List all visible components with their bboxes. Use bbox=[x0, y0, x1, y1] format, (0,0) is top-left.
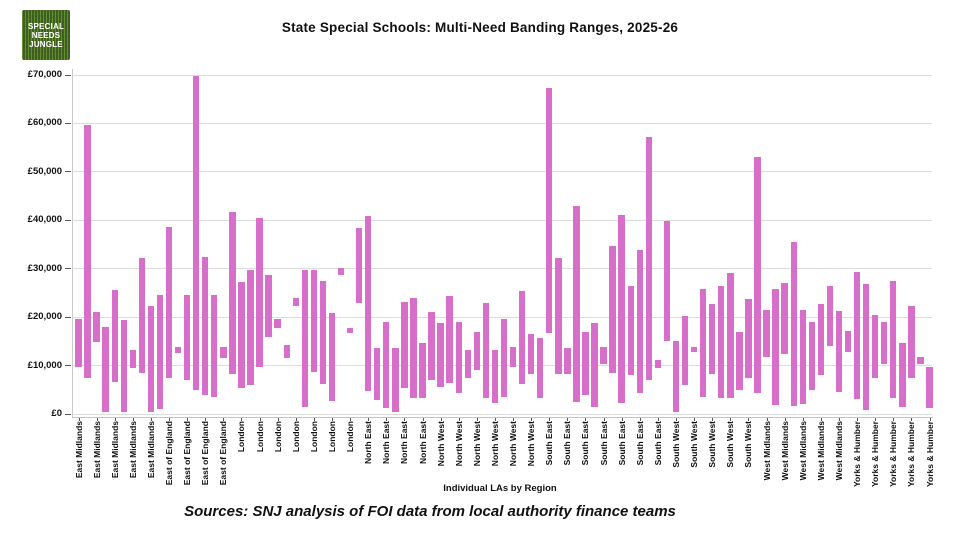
x-tick-label: North East bbox=[399, 421, 410, 464]
range-bar bbox=[845, 331, 851, 353]
range-bar bbox=[510, 347, 516, 367]
range-bar bbox=[555, 258, 561, 375]
y-tick-mark bbox=[65, 365, 71, 366]
range-bar bbox=[320, 281, 326, 385]
y-tick-mark bbox=[65, 317, 71, 318]
x-tick-label: South East bbox=[634, 421, 645, 466]
range-bar bbox=[908, 306, 914, 378]
x-tick-label: West Midlands bbox=[833, 421, 844, 481]
snj-logo bbox=[22, 10, 70, 60]
y-tick-label: £40,000 bbox=[27, 214, 62, 226]
range-bar bbox=[311, 270, 317, 373]
range-bar bbox=[75, 319, 81, 366]
range-bar bbox=[456, 322, 462, 393]
logo-line-3: JUNGLE bbox=[29, 39, 63, 49]
range-bar bbox=[609, 246, 615, 373]
range-bar bbox=[854, 272, 860, 399]
range-bar bbox=[356, 228, 362, 304]
x-tick-label: East Midlands bbox=[145, 421, 156, 479]
x-tick-label: East of England bbox=[164, 421, 175, 486]
range-bar bbox=[211, 295, 217, 397]
range-bar bbox=[800, 310, 806, 404]
range-bar bbox=[238, 282, 244, 389]
range-bar bbox=[383, 322, 389, 408]
range-bar bbox=[763, 310, 769, 357]
x-tick-label: West Midlands bbox=[761, 421, 772, 481]
x-tick-label: North West bbox=[489, 421, 500, 467]
range-bar bbox=[166, 227, 172, 378]
range-bar bbox=[437, 323, 443, 386]
x-tick-label: East Midlands bbox=[127, 421, 138, 479]
range-bar bbox=[591, 323, 597, 406]
range-bar bbox=[772, 289, 778, 405]
range-bar bbox=[727, 273, 733, 398]
range-bar bbox=[618, 215, 624, 403]
x-tick-label: South West bbox=[671, 421, 681, 468]
x-tick-label: South West bbox=[725, 421, 736, 468]
range-bar bbox=[229, 212, 235, 375]
range-bar bbox=[446, 296, 452, 384]
range-bar bbox=[926, 367, 932, 409]
range-bar bbox=[528, 334, 534, 374]
x-tick-label: South East bbox=[580, 421, 591, 466]
range-bar bbox=[492, 350, 498, 403]
y-tick-mark bbox=[65, 75, 71, 76]
range-bar bbox=[564, 348, 570, 375]
x-tick-label: London bbox=[326, 421, 337, 453]
x-tick-label: South East bbox=[616, 421, 627, 466]
x-tick-label: London bbox=[290, 421, 301, 453]
y-tick-label: £0 bbox=[51, 408, 62, 419]
x-tick-label: East Midlands bbox=[109, 421, 120, 479]
chart-title: State Special Schools: Multi-Need Banding Ranges, 2025-26 bbox=[281, 20, 679, 35]
x-tick-label: North West bbox=[526, 421, 537, 467]
x-tick-label: North West bbox=[471, 421, 482, 467]
y-tick-label: £30,000 bbox=[27, 262, 62, 274]
range-bar bbox=[274, 319, 280, 328]
range-bar bbox=[501, 319, 507, 396]
range-bar bbox=[220, 347, 226, 358]
range-bar bbox=[130, 350, 136, 368]
gridline-0 bbox=[72, 414, 932, 415]
x-tick-label: North East bbox=[417, 421, 428, 464]
range-bar bbox=[673, 341, 679, 412]
x-tick-label: East Midlands bbox=[91, 421, 102, 479]
y-tick-label: £20,000 bbox=[27, 311, 62, 323]
x-tick-label: South West bbox=[743, 421, 754, 468]
range-bar bbox=[392, 348, 398, 412]
y-tick-mark bbox=[65, 268, 71, 269]
range-bar bbox=[781, 283, 787, 354]
x-tick-label: London bbox=[254, 421, 265, 453]
range-bar bbox=[628, 286, 634, 375]
x-tick-label: South East bbox=[652, 421, 663, 466]
x-tick-label: South West bbox=[707, 421, 718, 468]
range-bar bbox=[374, 348, 380, 400]
range-bar bbox=[329, 313, 335, 401]
range-bar bbox=[93, 312, 99, 342]
range-bar bbox=[754, 157, 760, 393]
x-tick-label: South East bbox=[544, 421, 555, 466]
x-tick-label: London bbox=[236, 421, 247, 453]
gridline-70000 bbox=[72, 75, 932, 76]
range-bar bbox=[175, 347, 181, 354]
x-tick-label: Yorks & Humber bbox=[870, 421, 881, 487]
x-tick-label: North West bbox=[508, 421, 519, 467]
range-bar bbox=[483, 303, 489, 398]
range-bar bbox=[202, 257, 208, 395]
range-bar bbox=[474, 332, 480, 370]
gridline-40000 bbox=[72, 220, 932, 221]
y-tick-mark bbox=[65, 123, 71, 124]
range-bar bbox=[293, 298, 299, 305]
range-bar bbox=[836, 311, 842, 392]
range-bar bbox=[637, 250, 643, 393]
x-tick-label: London bbox=[345, 421, 356, 453]
range-bar bbox=[465, 350, 471, 378]
x-tick-label: West Midlands bbox=[797, 421, 808, 481]
x-tick-label: Yorks & Humber bbox=[906, 421, 917, 487]
range-bar bbox=[184, 295, 190, 380]
range-bar bbox=[736, 332, 742, 390]
y-tick-mark bbox=[65, 171, 71, 172]
logo-line-2: NEEDS bbox=[31, 30, 61, 40]
x-tick-label: East Midlands bbox=[73, 421, 84, 479]
range-bar bbox=[691, 347, 697, 353]
x-tick-label: West Midlands bbox=[779, 421, 790, 481]
range-bar bbox=[139, 258, 145, 374]
range-bar bbox=[881, 322, 887, 363]
range-bar bbox=[102, 327, 108, 412]
range-bar bbox=[284, 345, 290, 359]
range-bar bbox=[791, 242, 797, 406]
range-bar bbox=[410, 298, 416, 398]
range-bar bbox=[646, 137, 652, 380]
range-bar bbox=[302, 270, 308, 407]
range-bar bbox=[582, 332, 588, 395]
range-bar bbox=[121, 320, 127, 412]
x-tick-label: North West bbox=[453, 421, 464, 467]
x-tick-label: West Midlands bbox=[815, 421, 826, 481]
range-bar bbox=[718, 286, 724, 399]
range-bar bbox=[537, 338, 543, 398]
y-tick-label: £50,000 bbox=[27, 165, 62, 177]
x-tick-label: South East bbox=[562, 421, 573, 466]
range-bar bbox=[709, 304, 715, 374]
y-tick-label: £70,000 bbox=[27, 69, 62, 80]
range-bar bbox=[872, 315, 878, 378]
range-bar bbox=[809, 322, 815, 389]
range-bar bbox=[917, 357, 923, 364]
gridline-50000 bbox=[72, 171, 932, 172]
x-tick-label: London bbox=[272, 421, 283, 453]
range-bar bbox=[664, 221, 670, 341]
range-bar bbox=[655, 360, 661, 369]
x-tick-label: East of England bbox=[182, 421, 193, 486]
x-axis-spine bbox=[72, 417, 933, 418]
range-bar bbox=[247, 270, 253, 385]
range-bar bbox=[365, 216, 371, 390]
y-tick-label: £60,000 bbox=[27, 117, 62, 129]
range-bar bbox=[419, 343, 425, 398]
range-bar bbox=[682, 316, 688, 385]
x-tick-label: Yorks & Humber bbox=[852, 421, 863, 487]
range-bar bbox=[338, 268, 344, 275]
range-bar bbox=[157, 295, 163, 409]
range-bar bbox=[347, 328, 353, 333]
range-bar bbox=[193, 76, 199, 390]
range-bar bbox=[700, 289, 706, 397]
x-tick-label: North East bbox=[381, 421, 392, 464]
range-bar bbox=[546, 88, 552, 333]
x-tick-label: East of England bbox=[200, 421, 211, 486]
range-bar bbox=[519, 291, 525, 384]
range-bar bbox=[428, 312, 434, 380]
x-tick-label: London bbox=[308, 421, 319, 453]
range-bar bbox=[890, 281, 896, 398]
gridline-30000 bbox=[72, 268, 932, 269]
logo-line-1: SPECIAL bbox=[27, 21, 65, 31]
y-tick-mark bbox=[65, 414, 71, 415]
x-tick-label: South West bbox=[689, 421, 700, 468]
x-tick-label: Yorks & Humber bbox=[924, 421, 935, 487]
range-bar bbox=[600, 347, 606, 364]
range-bar bbox=[827, 286, 833, 347]
range-bar bbox=[899, 343, 905, 407]
x-tick-label: Yorks & Humber bbox=[888, 421, 899, 487]
source-note: Sources: SNJ analysis of FOI data from local authority finance teams bbox=[184, 503, 676, 520]
x-tick-label: South East bbox=[598, 421, 609, 466]
range-bar bbox=[84, 125, 90, 378]
range-bar bbox=[863, 284, 869, 409]
range-bar bbox=[148, 306, 154, 411]
range-bar bbox=[256, 218, 262, 366]
y-axis-spine bbox=[72, 69, 73, 418]
gridline-60000 bbox=[72, 123, 932, 124]
range-bar bbox=[818, 304, 824, 376]
y-tick-label: £10,000 bbox=[27, 359, 62, 371]
x-axis-title: Individual LAs by Region bbox=[443, 483, 557, 494]
y-tick-mark bbox=[65, 220, 71, 221]
range-bar bbox=[573, 206, 579, 402]
range-bar bbox=[401, 302, 407, 389]
x-tick-label: North East bbox=[363, 421, 374, 464]
x-tick-label: North West bbox=[435, 421, 446, 467]
x-tick-label: East of England bbox=[218, 421, 229, 486]
range-bar bbox=[112, 290, 118, 382]
range-bar bbox=[745, 299, 751, 378]
range-bar bbox=[265, 275, 271, 337]
